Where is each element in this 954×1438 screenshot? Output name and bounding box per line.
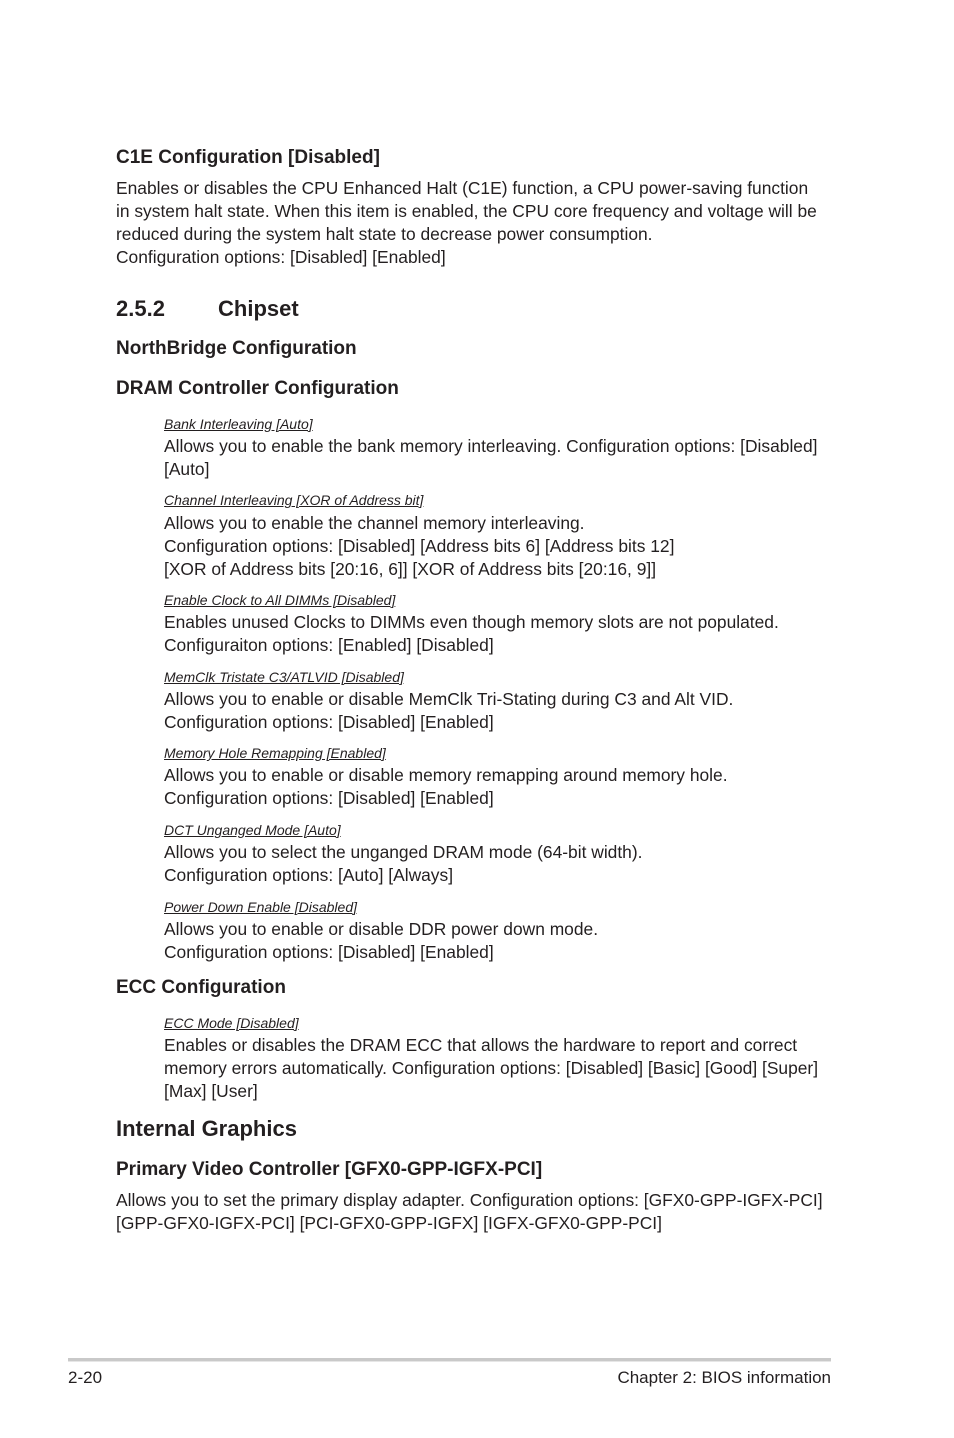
- text-line: Enables or disables the DRAM ECC that allows the hardware to report and correct: [164, 1035, 798, 1055]
- item-desc-memclk-tristate: [164, 688, 733, 734]
- text-line: [Max] [User]: [164, 1081, 258, 1101]
- item-desc-enable-clock: [164, 611, 779, 657]
- text-line: Allows you to enable or disable MemClk Tri-Stating during C3 and Alt VID.: [164, 689, 734, 709]
- item-title-power-down: Power Down Enable [Disabled]: [164, 899, 357, 915]
- chapter-label: Chapter 2: BIOS information: [617, 1368, 831, 1387]
- text-line: Enables or disables the CPU Enhanced Halt (C1E) function, a CPU power-saving function: [116, 178, 809, 198]
- text-line: Allows you to enable or disable memory remapping around memory hole.: [164, 765, 728, 785]
- northbridge-heading: NorthBridge Configuration: [116, 338, 357, 359]
- primary-video-heading: Primary Video Controller [GFX0-GPP-IGFX-PCI]: [116, 1159, 543, 1180]
- item-title-enable-clock: Enable Clock to All DIMMs [Disabled]: [164, 592, 396, 608]
- item-desc-dct-unganged: [164, 841, 642, 887]
- item-desc-power-down: [164, 918, 598, 964]
- item-desc-channel-interleaving: [164, 512, 674, 581]
- text-line: [Auto]: [164, 459, 210, 479]
- text-line: memory errors automatically. Configuration options: [Disabled] [Basic] [Good] [Super]: [164, 1058, 819, 1078]
- ecc-heading: ECC Configuration: [116, 977, 286, 998]
- c1e-description: [116, 177, 817, 269]
- text-line: Allows you to select the unganged DRAM mode (64-bit width).: [164, 842, 643, 862]
- item-title-memory-hole: Memory Hole Remapping [Enabled]: [164, 745, 386, 761]
- dram-heading: DRAM Controller Configuration: [116, 378, 399, 399]
- text-line: Allows you to enable the channel memory interleaving.: [164, 513, 585, 533]
- text-line: in system halt state. When this item is enabled, the CPU core frequency and voltage will be: [116, 201, 817, 221]
- text-line: Configuration options: [Disabled] [Enabled]: [164, 788, 494, 808]
- text-line: Configuration options: [Disabled] [Address bits 6] [Address bits 12]: [164, 536, 675, 556]
- item-title-memclk-tristate: MemClk Tristate C3/ATLVID [Disabled]: [164, 669, 404, 685]
- item-title-channel-interleaving: Channel Interleaving [XOR of Address bit]: [164, 492, 424, 508]
- text-line: Allows you to enable or disable DDR power down mode.: [164, 919, 599, 939]
- text-line: Configuraiton options: [Enabled] [Disabled]: [164, 635, 494, 655]
- text-line: reduced during the system halt state to decrease power consumption.: [116, 224, 653, 244]
- section-number: 2.5.2: [116, 296, 165, 321]
- text-line: Configuration options: [Disabled] [Enabled]: [116, 247, 446, 267]
- footer-divider: [68, 1358, 831, 1362]
- text-line: Configuration options: [Auto] [Always]: [164, 865, 454, 885]
- text-line: Allows you to set the primary display adapter. Configuration options: [GFX0-GPP-IGFX-PCI]: [116, 1190, 823, 1210]
- text-line: [XOR of Address bits [20:16, 6]] [XOR of Address bits [20:16, 9]]: [164, 559, 657, 579]
- text-line: Enables unused Clocks to DIMMs even though memory slots are not populated.: [164, 612, 779, 632]
- item-desc-memory-hole: [164, 764, 728, 810]
- item-title-dct-unganged: DCT Unganged Mode [Auto]: [164, 822, 341, 838]
- primary-video-description: [116, 1189, 823, 1235]
- item-desc-bank-interleaving: [164, 435, 817, 481]
- text-line: [GPP-GFX0-IGFX-PCI] [PCI-GFX0-GPP-IGFX] [IGFX-GFX0-GPP-PCI]: [116, 1213, 662, 1233]
- internal-graphics-heading: Internal Graphics: [116, 1116, 297, 1141]
- item-desc-ecc-mode: [164, 1034, 818, 1103]
- item-title-ecc-mode: ECC Mode [Disabled]: [164, 1015, 299, 1031]
- page-number: 2-20: [68, 1368, 103, 1387]
- text-line: Allows you to enable the bank memory interleaving. Configuration options: [Disabled]: [164, 436, 818, 456]
- section-heading-chipset: [116, 296, 299, 322]
- c1e-heading: C1E Configuration [Disabled]: [116, 147, 380, 168]
- text-line: Configuration options: [Disabled] [Enabled]: [164, 942, 494, 962]
- item-title-bank-interleaving: Bank Interleaving [Auto]: [164, 416, 313, 432]
- text-line: Configuration options: [Disabled] [Enabled]: [164, 712, 494, 732]
- section-title: Chipset: [218, 296, 299, 321]
